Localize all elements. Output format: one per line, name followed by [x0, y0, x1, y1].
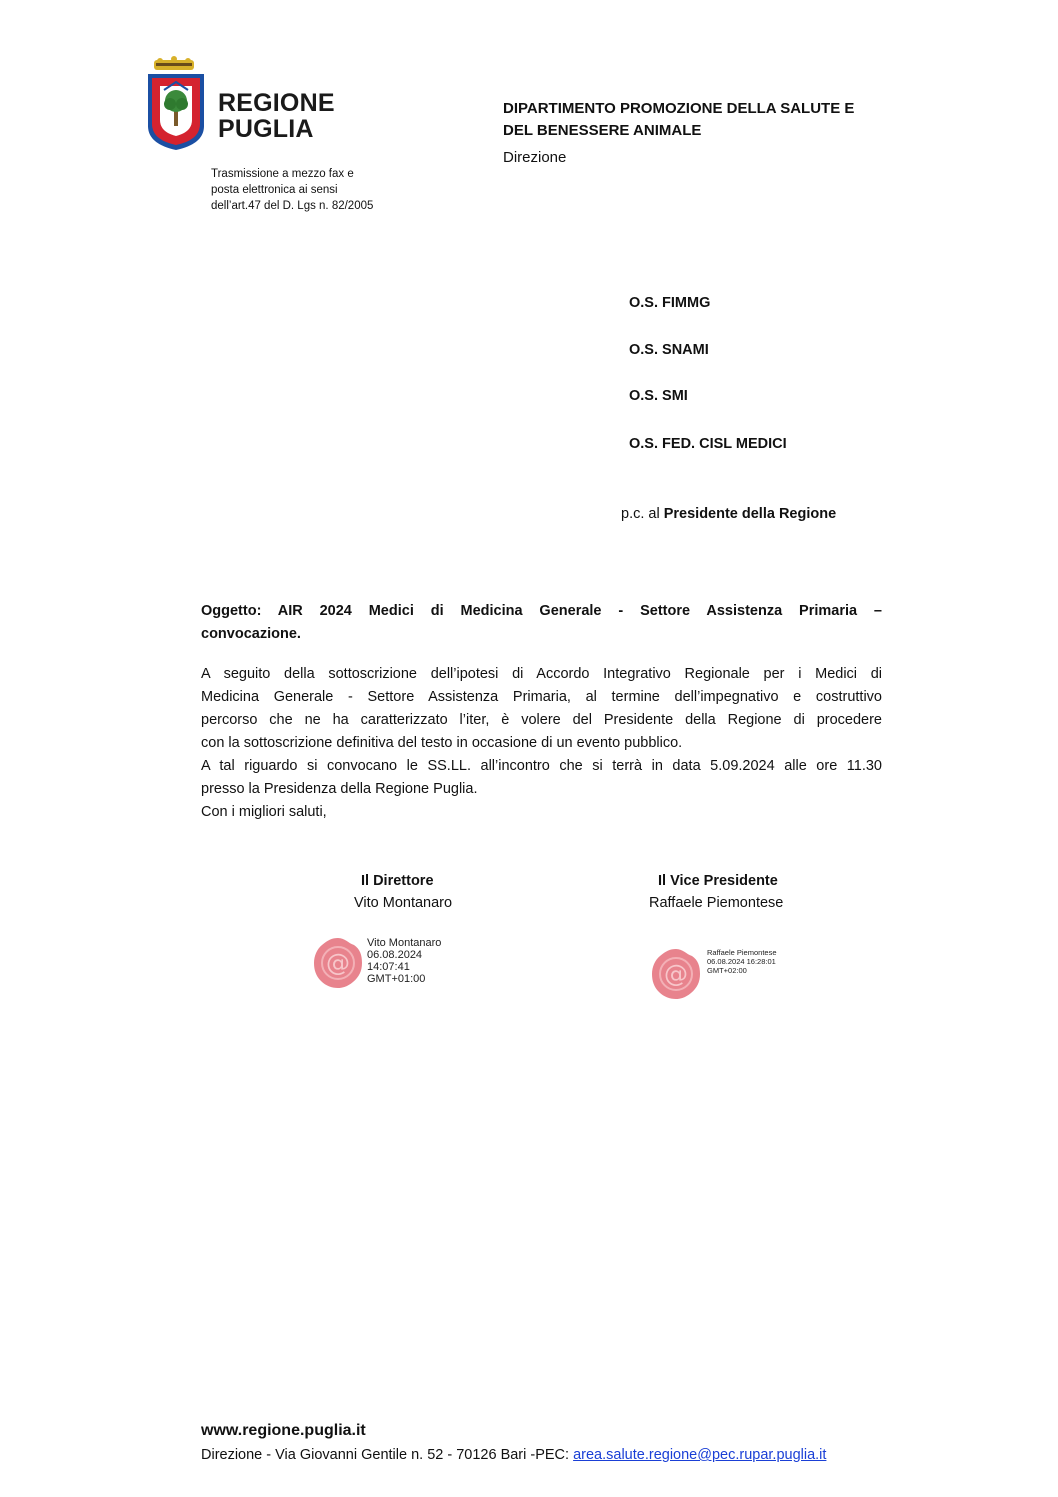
- seal-line: 06.08.2024 16:28:01: [707, 957, 776, 966]
- recipient: O.S. SMI: [629, 388, 688, 404]
- logo-line-2: PUGLIA: [218, 115, 314, 143]
- body-line: con la sottoscrizione definitiva del testo in occasione di un evento pubblico.: [201, 735, 683, 751]
- footer-website: www.regione.puglia.it: [201, 1422, 366, 1439]
- signature-name: Vito Montanaro: [354, 895, 453, 911]
- seal-details: [367, 937, 441, 985]
- svg-text:@: @: [326, 949, 350, 977]
- transmission-line: dell’art.47 del D. Lgs n. 82/2005: [211, 200, 374, 212]
- subject-line-1: Oggetto: AIR 2024 Medici di Medicina Generale - Settore Assistenza Primaria –: [201, 603, 882, 619]
- subject-line-2: convocazione.: [201, 626, 301, 642]
- footer-address-text: Direzione - Via Giovanni Gentile n. 52 - 70126 Bari -PEC:: [201, 1447, 574, 1463]
- logo-wordmark: [218, 90, 335, 142]
- body-line: presso la Presidenza della Regione Puglia.: [201, 781, 478, 797]
- cc-name: Presidente della Regione: [663, 506, 837, 522]
- cc-line: [621, 506, 836, 522]
- body-line: A seguito della sottoscrizione dell’ipotesi di Accordo Integrativo Regionale per i Medici di: [201, 666, 882, 682]
- svg-text:@: @: [664, 960, 688, 988]
- division-label: Direzione: [503, 149, 567, 166]
- recipient: O.S. SNAMI: [629, 342, 709, 358]
- seal-line: Vito Montanaro: [367, 937, 442, 949]
- seal-line: GMT+02:00: [707, 966, 747, 975]
- transmission-note: [211, 166, 373, 214]
- seal-line: 06.08.2024: [367, 949, 423, 961]
- cc-prefix: p.c. al: [621, 506, 660, 522]
- signature-name: Raffaele Piemontese: [649, 895, 784, 911]
- department-name: [503, 98, 854, 142]
- coat-of-arms-icon: [146, 56, 206, 152]
- seal-line: 14:07:41: [367, 961, 410, 973]
- digital-seal-icon: [648, 946, 704, 1002]
- transmission-line: posta elettronica ai sensi: [211, 184, 338, 196]
- logo-line-1: REGIONE: [218, 89, 335, 117]
- signature-title: Il Direttore: [361, 873, 434, 889]
- closing: Con i migliori saluti,: [201, 804, 327, 820]
- seal-line: GMT+01:00: [367, 973, 426, 985]
- subject: [201, 600, 882, 646]
- pec-email-link[interactable]: area.salute.regione@pec.rupar.puglia.it: [573, 1447, 827, 1463]
- seal-line: Raffaele Piemontese: [707, 948, 777, 957]
- department-line-2: DEL BENESSERE ANIMALE: [503, 122, 702, 139]
- department-line-1: DIPARTIMENTO PROMOZIONE DELLA SALUTE E: [503, 100, 855, 117]
- body-paragraph-1: [201, 663, 882, 824]
- signature-title: Il Vice Presidente: [658, 873, 778, 889]
- digital-seal-icon: [310, 935, 366, 991]
- body-line: percorso che ne ha caratterizzato l’iter, è volere del Presidente della Regione di procedere: [201, 712, 882, 728]
- body-line: A tal riguardo si convocano le SS.LL. all’incontro che si terrà in data 5.09.2024 alle ore 11.30: [201, 758, 882, 774]
- transmission-line: Trasmissione a mezzo fax e: [211, 168, 354, 180]
- body-line: Medicina Generale - Settore Assistenza Primaria, al termine dell’impegnativo e costruttivo: [201, 689, 882, 705]
- recipient: O.S. FED. CISL MEDICI: [629, 436, 787, 452]
- recipient: O.S. FIMMG: [629, 295, 711, 311]
- footer-address: [201, 1447, 826, 1463]
- seal-details: [707, 948, 777, 975]
